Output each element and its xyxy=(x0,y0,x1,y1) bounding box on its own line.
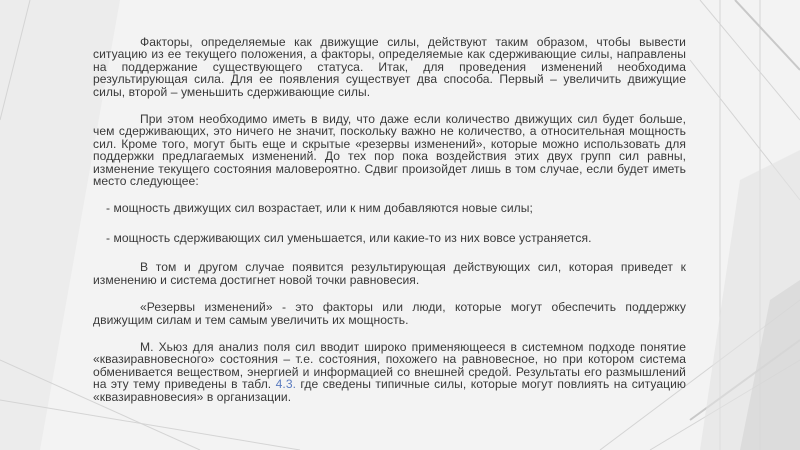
paragraph-quasi-equilibrium xyxy=(93,341,686,403)
list-item-restraining-decrease: - мощность сдерживающих сил уменьшается, или какие-то из них вовсе устраняется. xyxy=(106,230,592,245)
quasi-equilibrium-text-end: где сведены типичные силы, которые могут повлиять на ситуацию «квазиравновесия» в организации. xyxy=(93,377,686,404)
list-item-driving-increase: - мощность движущих сил возрастает, или к ним добавляются новые силы; xyxy=(106,201,533,216)
table-reference: 4.3. xyxy=(275,377,297,392)
paragraph-reserves-of-change: «Резервы изменений» - это факторы или люди, которые могут обеспечить поддержку движущим силам и тем самым увеличить их мощность. xyxy=(93,300,686,327)
document-body xyxy=(93,36,686,403)
quasi-equilibrium-text-start: М. Хьюз для анализ поля сил вводит широко применяющееся в системном подходе понятие «квазиравновесного» состояния – т.е. состояния, похожего на равновесное, но при котором система обменивается веществом, энергией и информацией со внешней средой. Результаты его размышлений на эту тему приведены в табл. xyxy=(93,339,686,392)
paragraph-driving-forces: Факторы, определяемые как движущие силы, действуют таким образом, чтобы вывести ситуацию из ее текущего положения, а факторы, определяемые как сдерживающие силы, направлены на поддержание существующего статуса. Итак, для проведения изменений необходима результирующая сила. Для ее появления существует два способа. Первый – увеличить движущие силы, второй – уменьшить сдерживающие силы. xyxy=(93,35,686,99)
paragraph-relative-power: При этом необходимо иметь в виду, что даже если количество движущих сил будет больше, чем сдерживающих, это ничего не значит, поскольку важно не количество, а относительная мощность сил. Кроме того, могут быть еще и скрытые «резервы изменений», которые можно использовать для поддержки предлагаемых изменений. До тех пор пока воздействия этих двух групп сил равны, изменение текущего состояния маловероятно. Сдвиг произойдет лишь в том случае, если будет иметь место следующее: xyxy=(93,112,686,189)
paragraph-resulting-force: В том и другом случае появится результирующая действующих сил, которая приведет к изменению и система достигнет новой точки равновесия. xyxy=(93,260,686,287)
